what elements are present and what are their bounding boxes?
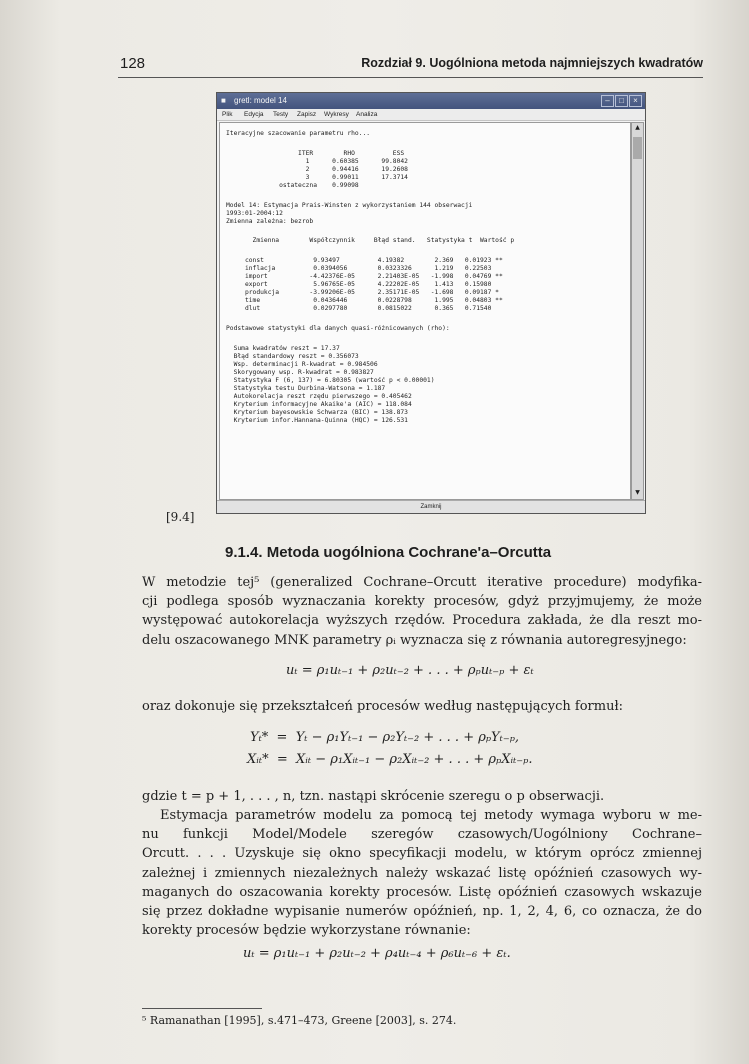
paragraph-1 [142, 573, 702, 650]
paragraph-line: W metodzie tej⁵ (generalized Cochrane–Orcutt iterative procedure) modyfika- [142, 575, 702, 590]
scroll-thumb[interactable] [633, 137, 642, 159]
paragraph-line: zależnej i zmiennych niezależnych należy wskazać listę opóźnień czasowych wy- [142, 865, 702, 881]
close-icon[interactable]: × [629, 95, 642, 107]
paragraph-4 [142, 806, 702, 940]
output-line: Statystyka F (6, 137) = 6.80305 (wartość p < 0.00001) [226, 377, 435, 384]
output-line: 2 0.94416 19.2608 [226, 166, 408, 173]
paragraph-3 [142, 787, 702, 806]
output-line: time 0.0436446 0.0228798 1.995 0.04803 ** [226, 297, 503, 304]
output-line: Zmienna zależna: bezrob [226, 218, 314, 225]
menu-zapisz[interactable]: Zapisz [297, 111, 317, 118]
close-button[interactable]: Zamknij [217, 500, 645, 513]
output-line: Autokorelacja reszt rzędu pierwszego = 0.405462 [226, 393, 412, 400]
paragraph-line: się przez dokładne wypisanie numerów opóźnień, np. 1, 2, 4, 6, co oznacza, że do [142, 903, 702, 919]
footnote: ⁵ Ramanathan [1995], s.471–473, Greene [2003], s. 274. [142, 1014, 457, 1027]
output-line: Podstawowe statystyki dla danych quasi-różnicowanych (rho): [226, 325, 450, 332]
output-line: inflacja 0.0394056 0.0323326 1.219 0.22503 [226, 265, 492, 272]
paragraph-line: występować autokorelacja wyższych rzędów. Procedura zakłada, że dla reszt mo- [142, 613, 702, 629]
window-titlebar[interactable] [217, 93, 645, 109]
output-line: Błąd standardowy reszt = 0.356073 [226, 353, 359, 360]
page-header [118, 55, 703, 78]
menu-analiza[interactable]: Analiza [356, 111, 378, 118]
equation-transform-y: Yₜ* = Yₜ − ρ₁Yₜ₋₁ − ρ₂Yₜ₋₂ + . . . + ρₚYₜ₋ₚ, [250, 730, 520, 745]
output-line: const 9.93497 4.19382 2.369 0.01923 ** [226, 257, 503, 264]
output-line: ostateczna 0.99098 [226, 182, 359, 189]
menu-plik[interactable]: Plik [222, 111, 233, 118]
menu-edycja[interactable]: Edycja [244, 111, 264, 118]
output-line: dlut 0.0297780 0.0815022 0.365 0.71540 [226, 305, 492, 312]
page-number: 128 [120, 55, 146, 72]
minimize-icon[interactable]: – [601, 95, 614, 107]
output-line: Kryterium informacyjne Akaike'a (AIC) = 118.084 [226, 401, 412, 408]
equation-autoregression: uₜ = ρ₁uₜ₋₁ + ρ₂uₜ₋₂ + . . . + ρₚuₜ₋ₚ + εₜ [286, 663, 534, 678]
maximize-icon[interactable]: □ [615, 95, 628, 107]
paragraph-line: cji podlega sposób wyznaczania korekty procesów, gdyż przyjmujemy, że może [142, 594, 702, 610]
scroll-down-icon[interactable]: ▼ [635, 489, 640, 496]
paragraph-2 [142, 697, 702, 716]
window-menubar [217, 109, 645, 121]
paragraph-line: Estymacja parametrów modelu za pomocą tej metody wymaga wyboru w me- [160, 808, 702, 823]
output-line: Zmienna Współczynnik Błąd stand. Statystyka t Wartość p [226, 237, 515, 244]
gretl-app-icon: ■ [221, 96, 226, 105]
footnote-rule [142, 1008, 262, 1009]
output-line: Wsp. determinacji R-kwadrat = 0.984506 [226, 361, 378, 368]
output-line: Model 14: Estymacja Prais-Winsten z wykorzystaniem 144 obserwacji [226, 202, 473, 209]
output-line: export 5.96765E-05 4.22202E-05 1.413 0.15980 [226, 281, 492, 288]
figure-label: [9.4] [166, 510, 195, 524]
model-output-text[interactable] [219, 122, 631, 500]
running-title: Rozdział 9. Uogólniona metoda najmniejszych kwadratów [361, 56, 703, 70]
output-line: ITER RHO ESS [226, 150, 405, 157]
window-title: gretl: model 14 [234, 96, 287, 105]
output-line: 1 0.60385 99.8042 [226, 158, 408, 165]
scroll-up-icon[interactable]: ▲ [635, 124, 640, 131]
vertical-scrollbar[interactable] [631, 122, 644, 500]
paragraph-line: maganych do oszacowania korekty procesów. Listę opóźnień czasowych wskazuje [142, 884, 702, 900]
output-line: Skorygowany wsp. R-kwadrat = 0.983827 [226, 369, 374, 376]
equation-lags: uₜ = ρ₁uₜ₋₁ + ρ₂uₜ₋₂ + ρ₄uₜ₋₄ + ρ₆uₜ₋₆ + εₜ. [243, 946, 511, 961]
section-title: 9.1.4. Metoda uogólniona Cochrane'a–Orcutta [225, 544, 552, 561]
paragraph-line: delu oszacowanego MNK parametry ρᵢ wyznacza się z równania autoregresyjnego: [142, 632, 687, 648]
gretl-model-window [216, 92, 646, 514]
output-line: produkcja -3.99206E-05 2.35171E-05 -1.698 0.09187 * [226, 289, 499, 296]
output-line: Kryterium infor.Hannana-Quinna (HQC) = 126.531 [226, 417, 408, 424]
paragraph-line: oraz dokonuje się przekształceń procesów według następujących formuł: [142, 699, 624, 714]
menu-testy[interactable]: Testy [273, 111, 289, 118]
paragraph-line: gdzie t = p + 1, . . . , n, tzn. nastąpi skrócenie szeregu o p obserwacji. [142, 789, 605, 804]
output-line: Iteracyjne szacowanie parametru rho... [226, 130, 371, 137]
output-line: 3 0.99011 17.3714 [226, 174, 408, 181]
paragraph-line: korekty procesów będzie wykorzystane równanie: [142, 923, 471, 939]
output-line: Kryterium bayesowskie Schwarza (BIC) = 138.873 [226, 409, 408, 416]
equation-transform-x: Xᵢₜ* = Xᵢₜ − ρ₁Xᵢₜ₋₁ − ρ₂Xᵢₜ₋₂ + . . . + ρₚXᵢₜ₋ₚ. [247, 752, 533, 767]
paragraph-line: Orcutt. . . . Uzyskuje się okno specyfikacji modelu, w którym oprócz zmiennej [142, 846, 702, 862]
output-line: Suma kwadratów reszt = 17.37 [226, 345, 340, 352]
output-line: Statystyka testu Durbina-Watsona = 1.187 [226, 385, 386, 392]
menu-wykresy[interactable]: Wykresy [324, 111, 349, 118]
paragraph-line: nu funkcji Model/Modele szeregów czasowych/Uogólniony Cochrane– [142, 827, 702, 843]
output-line: 1993:01-2004:12 [226, 210, 283, 217]
output-line: import -4.42376E-05 2.21403E-05 -1.998 0.04769 ** [226, 273, 503, 280]
